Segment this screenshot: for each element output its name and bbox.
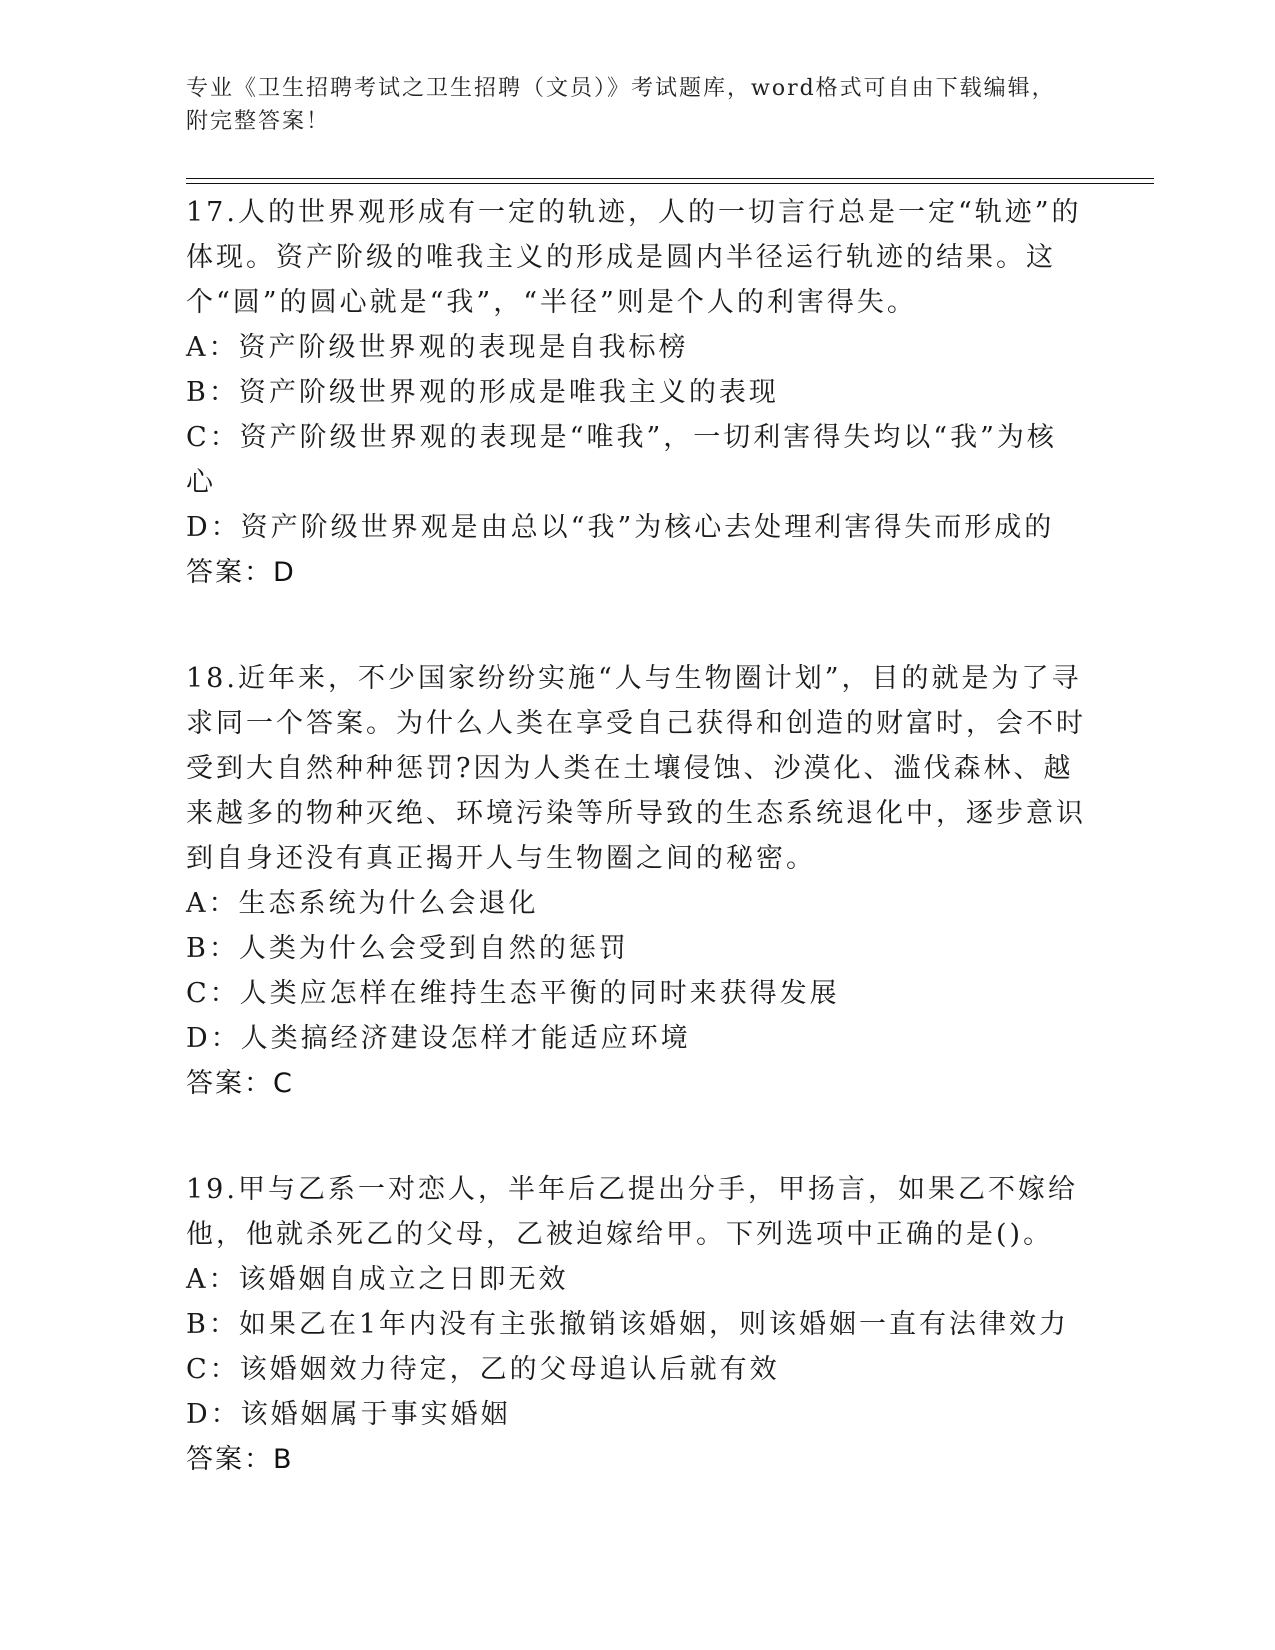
answer-label: 答案：B xyxy=(186,1444,294,1475)
answer-label: 答案：C xyxy=(186,1068,294,1099)
option-d: D：人类搞经济建设怎样才能适应环境 xyxy=(186,1023,691,1054)
option-a: A：资产阶级世界观的表现是自我标榜 xyxy=(186,332,689,363)
option-c: C：人类应怎样在维持生态平衡的同时来获得发展 xyxy=(186,978,840,1009)
question-19 xyxy=(186,1167,1086,1482)
question-18 xyxy=(186,656,1086,1106)
header-divider-bottom xyxy=(186,183,1154,184)
question-stem: 17.人的世界观形成有一定的轨迹，人的一切言行总是一定“轨迹”的体现。资产阶级的唯我主义的形成是圆内半径运行轨迹的结果。这个“圆”的圆心就是“我”，“半径”则是个人的利害得失。 xyxy=(186,197,1082,318)
option-d: D：资产阶级世界观是由总以“我”为核心去处理利害得失而形成的 xyxy=(186,512,1055,543)
option-a: A：生态系统为什么会退化 xyxy=(186,888,539,919)
option-c: C：资产阶级世界观的表现是“唯我”，一切利害得失均以“我”为核心 xyxy=(186,422,1057,498)
option-b: B：人类为什么会受到自然的惩罚 xyxy=(186,933,629,964)
option-b: B：如果乙在1年内没有主张撤销该婚姻，则该婚姻一直有法律效力 xyxy=(186,1309,1070,1340)
question-stem: 18.近年来，不少国家纷纷实施“人与生物圈计划”，目的就是为了寻求同一个答案。为什么人类在享受自己获得和创造的财富时，会不时受到大自然种种惩罚?因为人类在土壤侵蚀、沙漠化、滥伐森林、越来越多的物种灭绝、环境污染等所导致的生态系统退化中，逐步意识到自身还没有真正揭开人与生物圈之间的秘密。 xyxy=(186,663,1086,874)
question-stem: 19.甲与乙系一对恋人，半年后乙提出分手，甲扬言，如果乙不嫁给他，他就杀死乙的父母，乙被迫嫁给甲。下列选项中正确的是()。 xyxy=(186,1174,1078,1250)
header-divider-top xyxy=(186,178,1154,179)
question-17 xyxy=(186,190,1086,595)
question-list xyxy=(186,190,1086,1543)
answer-label: 答案：D xyxy=(186,557,296,588)
document-header: 专业《卫生招聘考试之卫生招聘（文员）》考试题库，word格式可自由下载编辑，附完整答案！ xyxy=(186,76,1056,134)
option-a: A：该婚姻自成立之日即无效 xyxy=(186,1264,569,1295)
option-c: C：该婚姻效力待定，乙的父母追认后就有效 xyxy=(186,1354,780,1385)
option-b: B：资产阶级世界观的形成是唯我主义的表现 xyxy=(186,377,779,408)
option-d: D：该婚姻属于事实婚姻 xyxy=(186,1399,511,1430)
